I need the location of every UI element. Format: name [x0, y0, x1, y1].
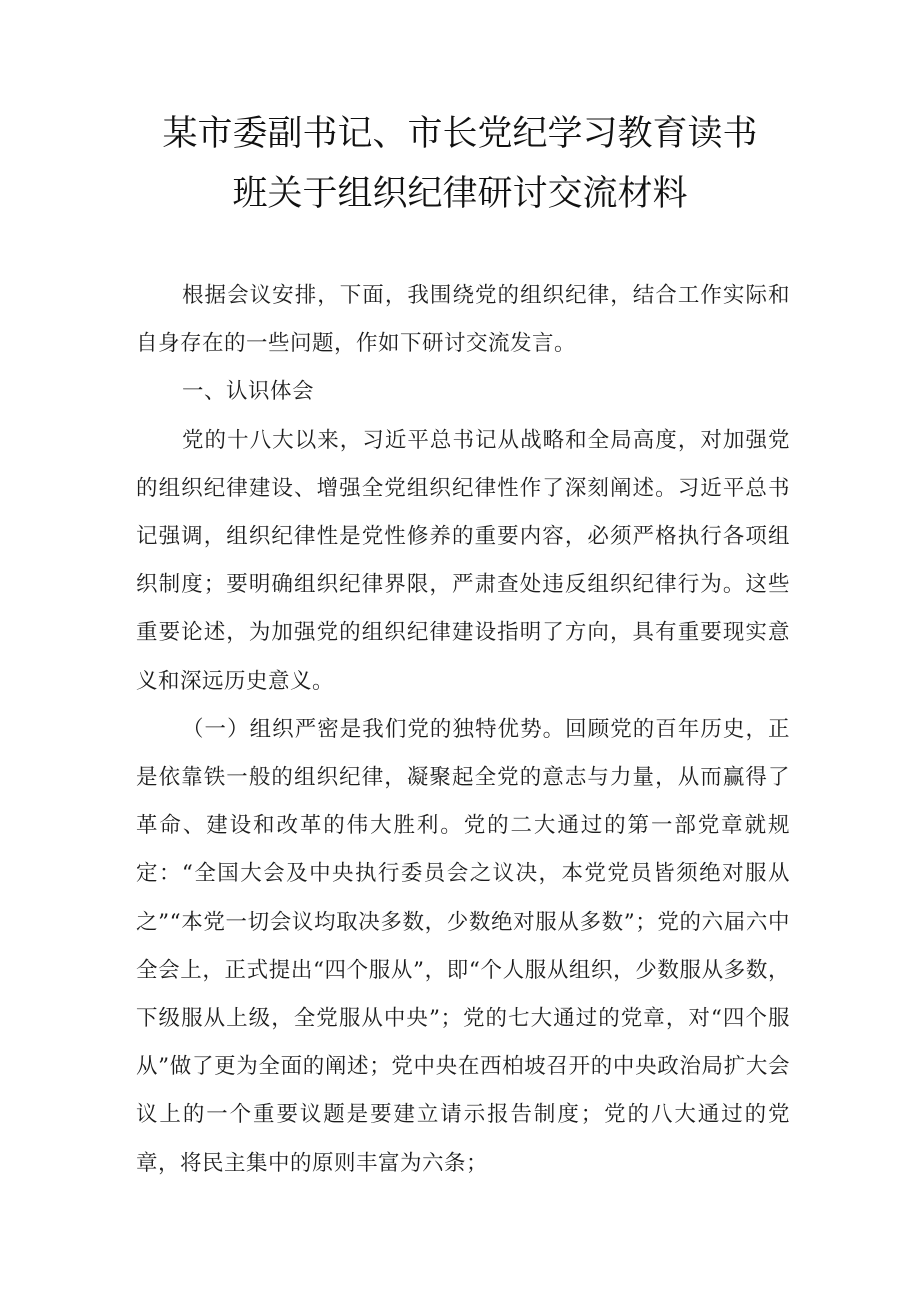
body-paragraph: 党的十八大以来，习近平总书记从战略和全局高度，对加强党的组织纪律建设、增强全党组织纪律性作了深刻阐述。习近平总书记强调，组织纪律性是党性修养的重要内容，必须严格执行各项组织制度；要明确组织纪律界限，严肃查处违反组织纪律行为。这些重要论述，为加强党的组织纪律建设指明了方向，具有重要现实意义和深远历史意义。: [136, 427, 790, 694]
document-title: [100, 104, 820, 224]
intro-paragraph: 根据会议安排，下面，我围绕党的组织纪律，结合工作实际和自身存在的一些问题，作如下研讨交流发言。: [136, 283, 790, 357]
section-heading: 一、认识体会: [182, 379, 315, 405]
title-line-1: 某市委副书记、市长党纪学习教育读书: [162, 114, 758, 154]
subsection-paragraph: （一）组织严密是我们党的独特优势。回顾党的百年历史，正是依靠铁一般的组织纪律，凝聚起全党的意志与力量，从而赢得了革命、建设和改革的伟大胜利。党的二大通过的第一部党章就规定：“全国大会及中央执行委员会之议决，本党党员皆须绝对服从之”“本党一切会议均取决多数，少数绝对服从多数”；党的六届六中全会上，正式提出“四个服从”，即“个人服从组织，少数服从多数，下级服从上级，全党服从中央”；党的七大通过的党章，对“四个服从”做了更为全面的阐述；党中央在西柏坡召开的中央政治局扩大会议上的一个重要议题是要建立请示报告制度；党的八大通过的党章，将民主集中的原则丰富为六条；: [136, 716, 790, 1176]
document-body: [136, 272, 790, 1188]
title-line-2: 班关于组织纪律研讨交流材料: [232, 174, 688, 214]
